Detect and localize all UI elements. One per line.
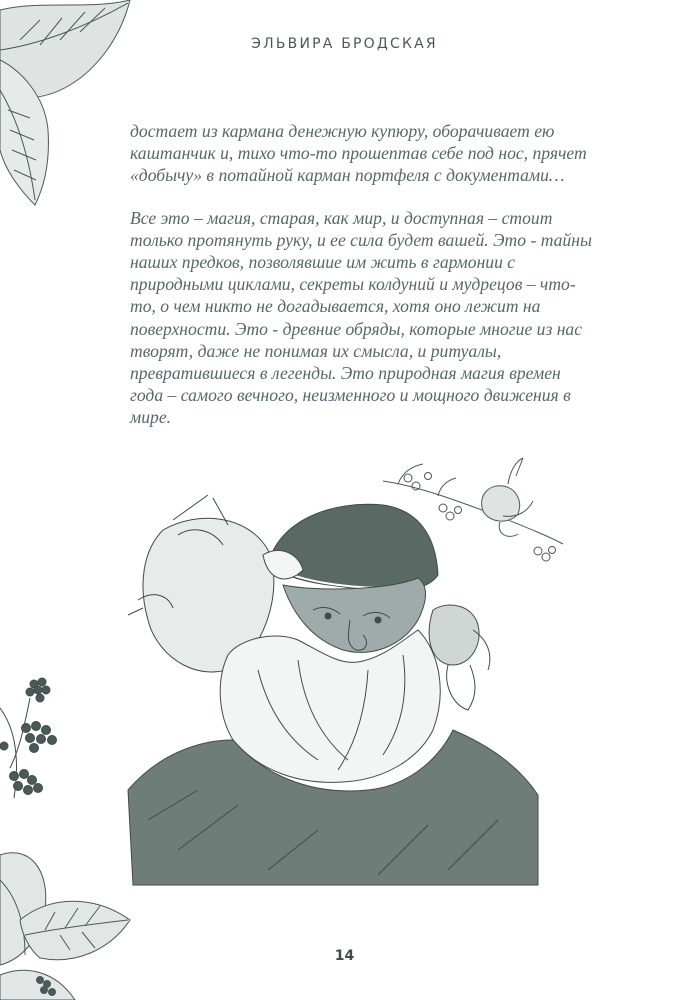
leaf-decoration-top-left [0,0,135,210]
running-head-author: ЭЛЬВИРА БРОДСКАЯ [251,36,438,52]
santa-claus-illustration [118,490,558,890]
leaf-decoration-bottom-left [0,840,140,1000]
paragraph: достает из кармана денежную купюру, оборачивает ею каштанчик и, тихо что-то прошептав себе под нос, прячет «добычу» в потайной карман портфеля с документами… [130,121,587,186]
page-number: 14 [334,948,355,964]
paragraph: Все это – магия, старая, как мир, и доступная – стоит только протянуть руку, и ее сила будет вашей. Это - тайны наших предков, позволявшие им жить в гармонии с природными циклами, секреты колдуний и мудрецов – что-то, о чем никто не догадывается, хотя оно лежит на поверхности. Это - древние обряды, которые многие из нас творят, даже не понимая их смысла, и ритуалы, превратившиеся в легенды. Это природная магия времен года – самого вечного, неизменного и мощного движения в мире. [130,207,592,428]
body-text [130,120,595,449]
blackberry-decoration-left [0,668,80,828]
